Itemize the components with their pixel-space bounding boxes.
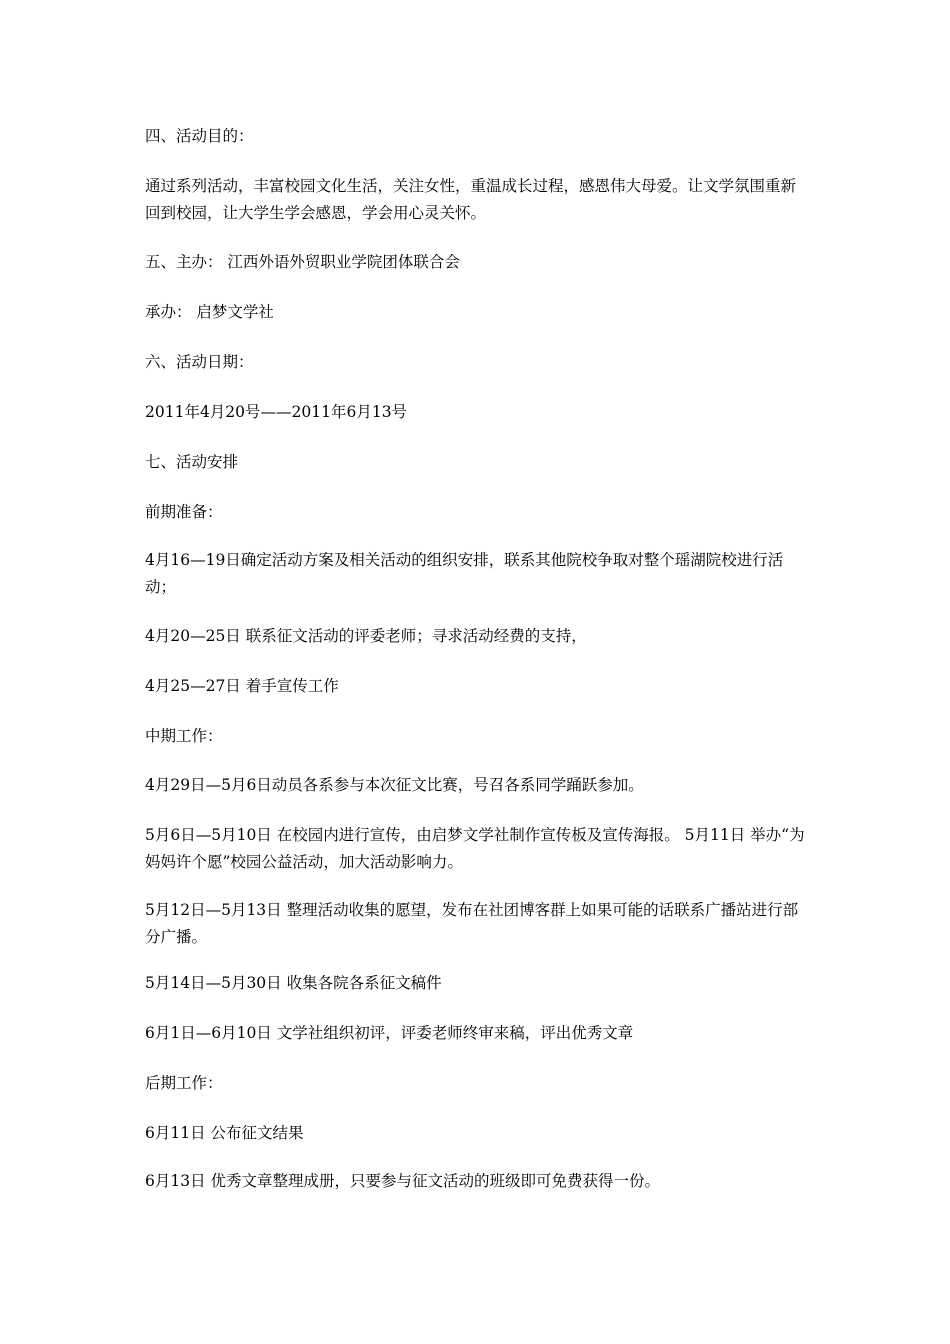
- schedule-item: 6月13日 优秀文章整理成册，只要参与征文活动的班级即可免费获得一份。: [145, 1172, 661, 1190]
- schedule-item: 5月6日—5月10日 在校园内进行宣传，由启梦文学社制作宣传板及宣传海报。 5月11日 举办“为妈妈许个愿”校园公益活动，加大活动影响力。: [145, 826, 805, 871]
- subheading-midterm: 中期工作：: [145, 727, 223, 745]
- schedule-item: 4月16—19日确定活动方案及相关活动的组织安排，联系其他院校争取对整个瑶湖院校进行活动；: [145, 551, 784, 596]
- schedule-item: 4月29日—5月6日动员各系参与本次征文比赛，号召各系同学踊跃参加。: [145, 776, 644, 794]
- section-heading-organizer: 五、主办： 江西外语外贸职业学院团体联合会: [145, 253, 460, 271]
- schedule-item: 4月20—25日 联系征文活动的评委老师；寻求活动经费的支持，: [145, 627, 587, 645]
- section-heading-purpose: 四、活动目的：: [145, 127, 254, 145]
- schedule-item: 4月25—27日 着手宣传工作: [145, 677, 339, 695]
- subheading-final: 后期工作：: [145, 1074, 223, 1092]
- section-heading-dates: 六、活动日期：: [145, 353, 254, 371]
- schedule-item: 6月11日 公布征文结果: [145, 1124, 304, 1142]
- subheading-preparation: 前期准备：: [145, 503, 223, 521]
- section-heading-schedule: 七、活动安排: [145, 453, 239, 471]
- paragraph-co-organizer: 承办： 启梦文学社: [145, 303, 274, 321]
- schedule-item: 5月14日—5月30日 收集各院各系征文稿件: [145, 974, 442, 992]
- schedule-item: 6月1日—6月10日 文学社组织初评，评委老师终审来稿，评出优秀文章: [145, 1024, 634, 1042]
- schedule-item: 5月12日—5月13日 整理活动收集的愿望，发布在社团博客群上如果可能的话联系广播站进行部分广播。: [145, 901, 799, 946]
- paragraph-date-range: 2011年4月20号——2011年6月13号: [145, 403, 408, 421]
- paragraph-purpose-body: 通过系列活动，丰富校园文化生活，关注女性，重温成长过程，感恩伟大母爱。让文学氛围重新回到校园，让大学生学会感恩，学会用心灵关怀。: [145, 177, 797, 222]
